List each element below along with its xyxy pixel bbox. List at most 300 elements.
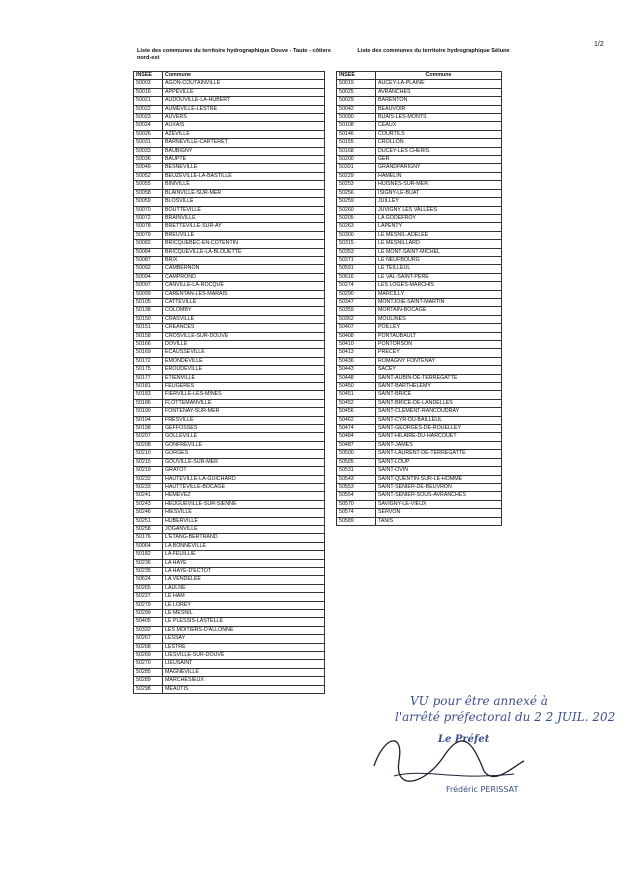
stamp-line-1: VU pour être annexé à [410,694,548,708]
commune-name: PRECEY [376,349,502,357]
commune-name: SAINT-CYR-DU-BAILLEUL [376,416,502,424]
insee-code: 50315 [337,240,376,248]
commune-name: LES MOITIERS-D'ALLONNE [163,626,325,634]
insee-code: 50024 [134,122,163,130]
table-row [134,450,325,458]
commune-name: HAMELIN [376,172,502,180]
commune-name: POILLEY [376,324,502,332]
table-row [337,198,502,206]
insee-code: 50079 [134,231,163,239]
table-row [134,601,325,609]
commune-name: BRICQUEVILLE-LA-BLOUETTE [163,248,325,256]
insee-code: 50205 [337,214,376,222]
insee-code: 50359 [337,307,376,315]
table-row [134,298,325,306]
commune-name: ISIGNY-LE-BUAT [376,189,502,197]
commune-name: BOUTTEVILLE [163,206,325,214]
commune-name: SAINT-OVIN [376,467,502,475]
commune-name: EROUDEVILLE [163,366,325,374]
insee-code: 50215 [134,458,163,466]
table-row [134,408,325,416]
insee-code: 50279 [134,601,163,609]
insee-code: 50353 [337,248,376,256]
commune-name: HAUTTEVILLE-BOCAGE [163,483,325,491]
insee-code: 50553 [337,483,376,491]
commune-name: SAINT-QUENTIN-SUR-LE-HOMME [376,475,502,483]
commune-name: SAINT-AUBIN-DE-TERREGATTE [376,374,502,382]
insee-code: 50097 [134,282,163,290]
table-row [134,147,325,155]
commune-name: TANIS [376,517,502,525]
commune-name: CARENTAN-LES-MARAIS [163,290,325,298]
table-row [134,307,325,315]
insee-code: 50023 [134,114,163,122]
table-row [337,122,502,130]
insee-code: 50019 [337,80,376,88]
insee-code: 50105 [134,298,163,306]
table-row [134,635,325,643]
commune-name: BRICQUEBEC-EN-COTENTIN [163,240,325,248]
commune-name: AUDOUVILLE-LA-HUBERT [163,97,325,105]
insee-code: 50413 [337,349,376,357]
commune-name: MEAUTIS [163,685,325,693]
table-row [337,164,502,172]
table-row [337,315,502,323]
commune-name: LE MESNIL-ADELEE [376,231,502,239]
table-row [134,341,325,349]
table-row [134,584,325,592]
table-row [337,139,502,147]
commune-name: ETIENVILLE [163,374,325,382]
table-row [134,97,325,105]
commune-name: FLOTTEMANVILLE [163,399,325,407]
selune-table [336,71,502,526]
insee-code: 50181 [134,383,163,391]
commune-name: BRETTEVILLE-SUR-AY [163,223,325,231]
insee-code: 50290 [337,290,376,298]
insee-code: 50227 [134,593,163,601]
table-row [337,223,502,231]
commune-name: GOLLEVILLE [163,433,325,441]
insee-code: 50462 [337,416,376,424]
table-row [337,114,502,122]
commune-name: JUILLEY [376,198,502,206]
table-row [134,416,325,424]
insee-code: 50616 [337,273,376,281]
insee-code: 50574 [337,509,376,517]
insee-code: 50456 [337,408,376,416]
commune-name: BINIVILLE [163,181,325,189]
commune-name: LA FEUILLIE [163,551,325,559]
insee-header: INSEE [337,72,376,80]
commune-name: LE MONT-SAINT-MICHEL [376,248,502,256]
table-row [134,610,325,618]
commune-name: L'ETANG-BERTRAND [163,534,325,542]
commune-name: LA HAYE [163,559,325,567]
insee-code: 50151 [134,324,163,332]
table-row [134,189,325,197]
table-row [134,542,325,550]
insee-code: 50570 [337,500,376,508]
commune-name: MAGNEVILLE [163,668,325,676]
commune-name: SAVIGNY-LE-VIEUX [376,500,502,508]
insee-header: INSEE [134,72,163,80]
commune-name: LES LOGES-MARCHIS [376,282,502,290]
commune-name: SERVON [376,509,502,517]
table-row [337,265,502,273]
commune-name: SAINT-BRICE-DE-LANDELLES [376,399,502,407]
insee-code: 50274 [337,282,376,290]
table-header-row [134,72,325,80]
table-row [337,500,502,508]
insee-code: 50624 [134,576,163,584]
table-row [134,315,325,323]
insee-code: 50229 [337,172,376,180]
insee-code: 50300 [337,231,376,239]
commune-name: JUVIGNY LES VALLÉES [376,206,502,214]
table-row [134,593,325,601]
table-row [134,383,325,391]
insee-code: 50099 [134,290,163,298]
table-row [134,130,325,138]
insee-code: 50084 [134,248,163,256]
commune-name: PONTAUBAULT [376,332,502,340]
insee-code: 50003 [134,80,163,88]
insee-code: 50332 [134,626,163,634]
table-row [134,332,325,340]
commune-name: LA GODEFROY [376,214,502,222]
commune-name: BLAINVILLE-SUR-MER [163,189,325,197]
insee-code: 50150 [134,315,163,323]
table-row [337,441,502,449]
insee-code: 50500 [337,450,376,458]
insee-code: 50233 [134,483,163,491]
commune-name: GRATOT [163,467,325,475]
commune-name: FONTENAY-SUR-MER [163,408,325,416]
commune-name: BEAUVOIR [376,105,502,113]
insee-code: 50177 [134,374,163,382]
insee-code: 50219 [134,467,163,475]
commune-name: MOULINES [376,315,502,323]
table-row [134,458,325,466]
insee-code: 50448 [337,374,376,382]
insee-code: 50408 [337,332,376,340]
insee-code: 50146 [337,130,376,138]
insee-code: 50190 [134,408,163,416]
insee-code: 50059 [134,198,163,206]
insee-code: 50108 [337,122,376,130]
insee-code: 50269 [134,652,163,660]
table-row [134,324,325,332]
commune-name: CROSVILLE-SUR-DOUVE [163,332,325,340]
commune-name: AUMEVILLE-LESTRE [163,105,325,113]
table-row [134,626,325,634]
commune-name: BAUPTE [163,156,325,164]
insee-code: 50042 [337,105,376,113]
signer-name: Frédéric PERISSAT [446,785,519,794]
insee-code: 50270 [134,660,163,668]
commune-name: CRASVILLE [163,315,325,323]
douve-taute-table [133,71,325,694]
commune-name: MARCHESIEUX [163,677,325,685]
commune-name: COURTILS [376,130,502,138]
insee-code: 50268 [134,643,163,651]
left-title: Liste des communes du territoire hydrographique Douve - Taute - côtiers nord-est [137,48,331,61]
insee-code: 50186 [134,399,163,407]
table-row [134,483,325,491]
insee-code: 50070 [134,206,163,214]
table-row [134,668,325,676]
table-row [134,551,325,559]
commune-name: SAINT-SENIER-SOUS-AVRANCHES [376,492,502,500]
commune-name: BARNEVILLE-CARTERET [163,139,325,147]
commune-name: ECAUSSEVILLE [163,349,325,357]
commune-name: LE LOREY [163,601,325,609]
table-row [337,97,502,105]
table-row [134,256,325,264]
table-row [337,517,502,525]
insee-code: 50052 [134,172,163,180]
insee-code: 50090 [337,114,376,122]
table-row [337,357,502,365]
insee-code: 50474 [337,425,376,433]
table-row [134,181,325,189]
commune-name: CAMPROND [163,273,325,281]
table-row [337,332,502,340]
commune-name: SAINT-BARTHELEMY [376,383,502,391]
insee-code: 50036 [134,156,163,164]
table-row [337,80,502,88]
commune-name: GER [376,156,502,164]
table-row [337,458,502,466]
insee-code: 50200 [337,156,376,164]
insee-code: 50298 [134,685,163,693]
commune-name: PONTORSON [376,341,502,349]
table-row [134,441,325,449]
table-row [337,147,502,155]
table-row [134,366,325,374]
insee-code: 50289 [134,677,163,685]
insee-code: 50025 [337,88,376,96]
table-row [134,652,325,660]
insee-code: 50208 [134,441,163,449]
insee-code: 50198 [134,425,163,433]
table-row [337,349,502,357]
commune-name: AUVERS [163,114,325,122]
insee-code: 50016 [134,88,163,96]
insee-code: 50362 [337,315,376,323]
stamp-line-2: l'arrêté préfectoral du 2 2 JUIL. 202 [395,710,616,724]
commune-name: LE MESNILLARD [376,240,502,248]
insee-code: 50026 [134,130,163,138]
insee-code: 50450 [337,383,376,391]
commune-name: GOUVILLE-SUR-MER [163,458,325,466]
insee-code: 50443 [337,366,376,374]
insee-code: 50058 [134,189,163,197]
insee-code: 50235 [134,567,163,575]
insee-code: 50194 [134,416,163,424]
insee-code: 50531 [337,467,376,475]
insee-code: 50175 [134,366,163,374]
insee-code: 50452 [337,399,376,407]
table-row [134,214,325,222]
commune-name: SAINT-LOUP [376,458,502,466]
table-row [337,214,502,222]
commune-name: BESNEVILLE [163,164,325,172]
commune-header: Commune [376,72,502,80]
commune-name: CREANCES [163,324,325,332]
insee-code: 50405 [134,618,163,626]
table-row [337,105,502,113]
insee-code: 50554 [337,492,376,500]
insee-code: 50487 [337,441,376,449]
table-row [134,156,325,164]
commune-name: DOVILLE [163,341,325,349]
insee-code: 50543 [337,475,376,483]
table-row [337,206,502,214]
commune-name: AZEVILLE [163,130,325,138]
insee-code: 50082 [134,240,163,248]
table-row [134,80,325,88]
insee-code: 50285 [134,668,163,676]
insee-code: 50158 [134,332,163,340]
insee-code: 50241 [134,492,163,500]
table-row [134,534,325,542]
commune-name: LE NEUFBOURG [376,256,502,264]
table-row [337,341,502,349]
table-row [337,509,502,517]
table-row [134,567,325,575]
commune-name: SAINT-CLEMENT-RANCOUDRAY [376,408,502,416]
commune-name: LE PLESSIS-LASTELLE [163,618,325,626]
insee-code: 50029 [337,97,376,105]
commune-name: AUXAIS [163,122,325,130]
insee-code: 50243 [134,500,163,508]
table-row [134,349,325,357]
table-row [337,450,502,458]
insee-code: 50172 [134,357,163,365]
commune-name: SAINT-JAMES [376,441,502,449]
insee-code: 50347 [337,298,376,306]
insee-code: 50589 [337,517,376,525]
commune-name: LAPENTY [376,223,502,231]
insee-code: 50094 [134,273,163,281]
table-row [134,643,325,651]
commune-name: CANVILLE-LA-ROCQUE [163,282,325,290]
insee-code: 50182 [134,551,163,559]
table-row [134,273,325,281]
table-row [337,130,502,138]
table-row [134,139,325,147]
insee-code: 50176 [134,534,163,542]
table-row [337,172,502,180]
table-row [337,290,502,298]
commune-name: EMONDEVILLE [163,357,325,365]
commune-name: HUISNES-SUR-MER [376,181,502,189]
table-row [134,433,325,441]
stamp-line-3: Le Préfet [438,734,490,745]
page-number: 1/2 [594,41,604,48]
commune-name: COLOMBY [163,307,325,315]
commune-name: ROMAGNY FONTENAY [376,357,502,365]
table-row [337,492,502,500]
table-row [337,425,502,433]
commune-name: GORGES [163,450,325,458]
insee-code: 50155 [337,139,376,147]
table-row [134,500,325,508]
commune-name: HEUGUEVILLE-SUR-SIENNE [163,500,325,508]
commune-name: LAULNE [163,584,325,592]
commune-name: MARCILLY [376,290,502,298]
commune-name: LE TEILLEUL [376,265,502,273]
insee-code: 50087 [134,256,163,264]
table-row [134,399,325,407]
insee-code: 50092 [134,265,163,273]
insee-code: 50260 [337,206,376,214]
commune-name: LE MESNIL [163,610,325,618]
commune-name: BAUBIGNY [163,147,325,155]
table-row [337,273,502,281]
insee-code: 50451 [337,391,376,399]
insee-code: 50021 [134,97,163,105]
table-row [337,156,502,164]
commune-name: APPEVILLE [163,88,325,96]
commune-name: CEAUX [376,122,502,130]
table-row [134,114,325,122]
commune-name: LIEUSAINT [163,660,325,668]
table-row [134,509,325,517]
table-row [337,324,502,332]
commune-name: BREUVILLE [163,231,325,239]
commune-name: CATTEVILLE [163,298,325,306]
commune-name: BRAINVILLE [163,214,325,222]
commune-name: BRIX [163,256,325,264]
insee-code: 50210 [134,450,163,458]
table-row [134,475,325,483]
table-row [134,282,325,290]
insee-code: 50166 [134,341,163,349]
commune-name: LA HAYE-D'ECTOT [163,567,325,575]
table-row [337,307,502,315]
table-row [134,391,325,399]
commune-name: JOGANVILLE [163,525,325,533]
table-row [134,685,325,693]
table-row [337,374,502,382]
right-title: Liste des communes du territoire hydrographique Sélune [357,48,510,54]
table-row [134,357,325,365]
commune-name: AGON-COUTAINVILLE [163,80,325,88]
table-row [134,425,325,433]
table-header-row [337,72,502,80]
insee-code: 50299 [134,610,163,618]
table-row [134,618,325,626]
table-row [134,525,325,533]
table-row [134,198,325,206]
table-row [134,223,325,231]
insee-code: 50410 [337,341,376,349]
commune-name: MONTJOIE-SAINT-MARTIN [376,298,502,306]
insee-code: 50258 [134,525,163,533]
table-row [337,248,502,256]
commune-name: LA BONNEVILLE [163,542,325,550]
table-row [134,290,325,298]
insee-code: 50022 [134,105,163,113]
table-row [337,256,502,264]
insee-code: 50256 [337,189,376,197]
insee-code: 50078 [134,223,163,231]
commune-name: AVRANCHES [376,88,502,96]
table-row [337,475,502,483]
